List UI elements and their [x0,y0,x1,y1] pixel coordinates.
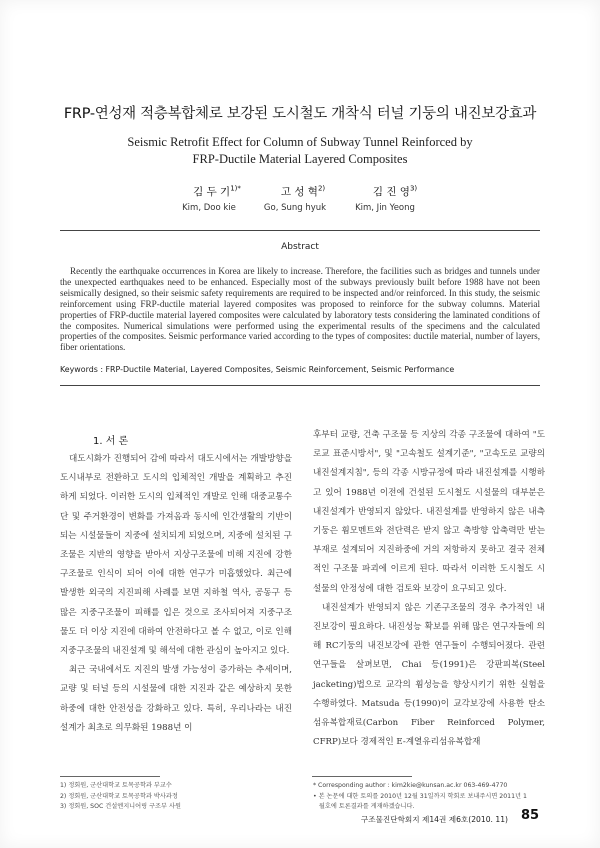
footnote: 월호에 토론결과를 게재하겠습니다. [313,803,415,810]
section-1-heading: 1. 서 론 [93,436,129,447]
footnote: 1) 정회원, 군산대학교 토목공학과 부교수 [60,782,172,789]
paper-title-korean: FRP-연성재 적층복합체로 보강된 도시철도 개착식 터널 기둥의 내진보강효과 [63,106,537,122]
abstract-heading: Abstract [281,242,319,252]
footnote: * Corresponding author : kim2kie@kunsan.ac.kr 063-469-4770 [313,782,508,789]
author-2-name-korean: 고 성 혁$^{2)}$ [280,184,326,198]
footnotes-affiliations [60,781,292,813]
abstract-text: Recently the earthquake occurrences in Korea are likely to increase. Therefore, the facilities such as bridges and tunnels under the unexpected earthquakes need to be enhanced. Especially most of the subways previously built before 1988 have not been seismically designed, so their seismic safety requirements are required to be inspected and/or reinforced. In this study, the seismic reinforcement using FRP-ductile material layered composites was proposed to reinforce for the subway columns. Material properties of FRP-ductile material layered composites were calculated by laboratory tests considering the laminated conditions of the composites. Numerical simulations were performed using the experimental results of the specimens and the calculated properties of the composites. Seismic performance varied according to the types of composites: ductile material, number of layers, fiber orientations. [60,266,540,353]
journal-citation: 구조물진단학회지 제14권 제6호(2010. 11) [360,815,508,824]
author-3-name-english: Kim, Jin Yeong [355,203,415,213]
body-paragraph: 내진설계가 반영되지 않은 기존구조물의 경우 추가적인 내진보강이 필요하다. 내진성능 확보를 위해 많은 연구자들에 의해 RC기둥의 내진보강에 관한 연구들이 수행되어졌다. 관련 연구들을 살펴보면, Chai 등(1991)은 강판피복(Steel jacketing)법으로 교각의 휨성능을 향상시키기 위한 실험을 수행하였다. Matsuda 등(1990)이 교각보강에 사용한 탄소섬유복합재료(Carbon Fiber Reinforced Polymer, CFRP)보다 경제적인 E-계열유리섬유복합재 [313,602,545,748]
page-number: 85 [521,808,540,823]
body-right-column [313,426,545,752]
footnote: 3) 정회원, SOC 건설엔지니어링 구조부 사원 [60,803,181,810]
keywords-text: FRP-Ductile Material, Layered Composites, Seismic Reinforcement, Seismic Performance [105,365,455,374]
abstract-top-rule [60,230,540,231]
keywords-line [60,365,540,374]
body-paragraph: 대도시화가 진행되어 감에 따라서 대도시에서는 개발방향을 도시내부로 전환하고 도시의 입체적인 개발을 계획하고 추진하게 되었다. 이러한 도시의 입체적인 개발로 인해 대중교통수단 및 주거환경이 변화를 가져옴과 동시에 인간생활의 기반이 되는 시설물들이 지중에 설치되게 되었으며, 지중에 설치된 구조물은 지반의 영향을 받아서 지상구조물에 비해 지진에 강한 구조물로 인식이 되어 이에 대한 연구가 미흡했었다. 최근에 발생한 외국의 지진피해 사례를 보면 지하철 역사, 공동구 등 많은 지중구조물이 피해를 입은 것으로 조사되어져 지중구조물도 더 이상 지진에 대하여 안전하다고 볼 수 없고, 이로 인해 지중구조물의 내진설계 및 해석에 대한 관심이 높아지고 있다. [60,454,292,657]
footnote: 2) 정회원, 군산대학교 토목공학과 박사과정 [60,792,178,800]
author-1-name-korean: 김 두 기$^{1)*}$ [193,184,241,198]
body-left-column [60,441,292,738]
author-1-name-english: Kim, Doo kie [182,203,236,213]
body-paragraph: 후부터 교량, 건축 구조물 등 지상의 각종 구조물에 대하여 "도로교 표준시방서", 및 "고속철도 설계기준", "고속도로 교량의 내진설계지침", 등의 각종 시방규정에 따라 내진설계를 시행하고 있어 1988년 이전에 건설된 도시철도 시설물의 대부분은 내진설계가 반영되지 않았다. 내진설계를 반영하지 않은 내측기둥은 휨모멘트와 전단력은 받지 않고 축방향 압축력만 받는 부재로 설계되어 지진하중에 거의 저항하지 못하고 결국 전체적인 구조물 파괴에 이르게 된다. 따라서 이러한 도시철도 시설물의 안정성에 대한 검토와 보강이 요구되고 있다. [313,430,545,594]
keywords-label: Keywords : [60,365,106,374]
author-2-name-english: Go, Sung hyuk [263,203,327,213]
footnote: • 본 논문에 대한 토의를 2010년 12월 31일까지 학회로 보내주시면 2011년 1 [313,792,527,800]
footnote-rule-left [60,776,160,777]
author-3-name-korean: 김 진 영$^{3)}$ [372,184,418,198]
footnote-rule-right [312,776,412,777]
paper-title-english-line1: Seismic Retrofit Effect for Column of Subway Tunnel Reinforced by [127,135,473,149]
paper-title-english-line2: FRP-Ductile Material Layered Composites [192,152,408,166]
body-paragraph: 최근 국내에서도 지진의 발생 가능성이 증가하는 추세이며, 교량 및 터널 등의 시설물에 대한 지진과 같은 예상하지 못한 하중에 대한 안전성을 강화하고 있다. 특히, 우리나라는 내진설계가 최초로 의무화된 1988년 이 [60,665,292,733]
footnotes-correspondence [313,781,545,813]
abstract-bottom-rule [60,385,540,386]
